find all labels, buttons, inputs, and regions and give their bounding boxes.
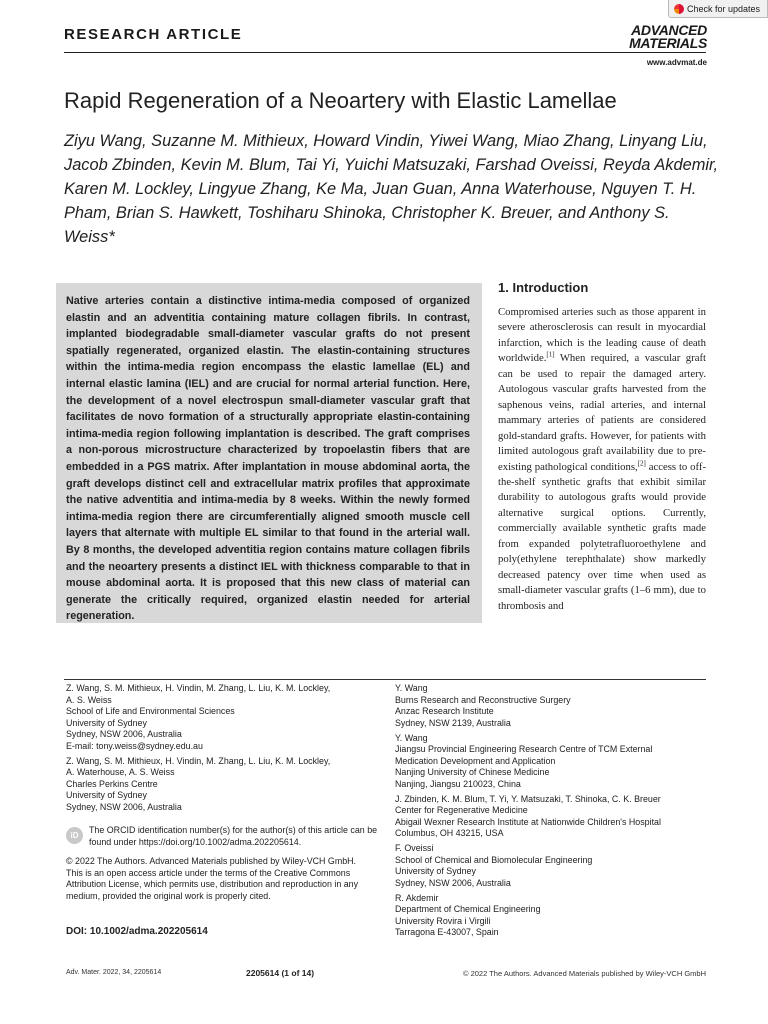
intro-text-part1: Compromised arteries such as those apparent in severe atherosclerosis can result in myocardial infarction, which is the leading cause of death worldwide. bbox=[498, 306, 706, 365]
footer-citation: Adv. Mater. 2022, 34, 2205614 bbox=[66, 969, 162, 976]
affiliation-block: F. Oveissi School of Chemical and Biomolecular Engineering University of Sydney Sydney, NSW 2006, Australia bbox=[395, 843, 593, 888]
orcid-text[interactable]: The ORCID identification number(s) for the author(s) of this article can be found under https://doi.org/10.1002/adma.202205614. bbox=[89, 825, 378, 847]
affiliation-block: Y. Wang Burns Research and Reconstructive Surgery Anzac Research Institute Sydney, NSW 2139, Australia bbox=[395, 683, 571, 728]
check-updates-button[interactable] bbox=[668, 0, 768, 18]
reference-link-1[interactable]: [1] bbox=[546, 350, 555, 359]
orcid-icon: iD bbox=[66, 827, 83, 844]
journal-logo-line2: MATERIALS bbox=[629, 35, 707, 51]
affiliation-block: J. Zbinden, K. M. Blum, T. Yi, Y. Matsuzaki, T. Shinoka, C. K. Breuer Center for Regenerative Medicine Abigail Wexner Research Institute at Nationwide Children's Hospital Columbus, OH 43215, USA bbox=[395, 793, 661, 838]
affiliation-block: R. Akdemir Department of Chemical Engineering University Rovira i Virgili Tarragona E-43007, Spain bbox=[395, 892, 541, 937]
journal-url[interactable]: www.advmat.de bbox=[646, 58, 707, 67]
check-updates-label: Check for updates bbox=[687, 3, 761, 14]
footer-copyright: © 2022 The Authors. Advanced Materials published by Wiley-VCH GmbH bbox=[462, 969, 706, 978]
article-title: Rapid Regeneration of a Neoartery with Elastic Lamellae bbox=[64, 88, 617, 113]
reference-link-2[interactable]: [2] bbox=[637, 458, 646, 467]
section-label: RESEARCH ARTICLE bbox=[64, 26, 243, 43]
abstract-text: Native arteries contain a distinctive intima-media composed of organized elastin and an adventitia containing mature collagen fibrils. In contrast, implanted biodegradable small-diameter vascular grafts do not present spatially regenerated, organized elastin. The elastin-containing structures within the intima-media region encompass the elastic lamellae (EL) and internal elastic lamina (IEL) and are crucial for normal arterial function. Here, the development of a novel electrospun small-diameter vascular graft that facilitates de novo formation of a structurally appropriate elastin-containing intima-media region following implantation is described. The graft comprises a non-porous microstructure characterized by tropoelastin fibers that are embedded in a PGS matrix. After implantation in mouse abdominal aorta, the graft develops distinct cell and extracellular matrix profiles that approximate the native adventitia and intima-media by 8 weeks. Within the newly formed intima-media region there are circumferentially aligned smooth muscle cell layers that alternate with multiple EL similar to that found in the arterial wall. By 8 months, the developed adventitia region contains mature collagen fibrils and the neoartery presents a distinct IEL with thickness comparable to that in mouse abdominal aorta. It is proposed that this new class of material can generate the critically required, organized elastin needed for arterial regeneration. bbox=[66, 295, 470, 623]
introduction-body bbox=[498, 305, 706, 614]
orcid-note bbox=[66, 825, 378, 848]
author-list: Ziyu Wang, Suzanne M. Mithieux, Howard Vindin, Yiwei Wang, Miao Zhang, Linyang Liu, Jacob Zbinden, Kevin M. Blum, Tai Yi, Yuichi Matsuzaki, Farshad Oveissi, Reyda Akdemir, Karen M. Lockley, Lingyue Zhang, Ke Ma, Juan Guan, Anna Waterhouse, Nguyen T. H. Pham, Brian S. Hawkett, Toshiharu Shinoka, Christopher K. Breuer, and Anthony S. Weiss* bbox=[64, 132, 719, 246]
introduction-heading: 1. Introduction bbox=[498, 280, 589, 295]
intro-text-part2: When required, a vascular graft can be used to repair the damaged artery. Autologous vascular grafts harvested from the saphenous veins, radial arteries, and internal mammary arteries of patients are considered gold-standard grafts. However, for patients with limited autologous graft availability due to pre-existing pathological conditions, bbox=[498, 352, 706, 473]
affiliation-block: Z. Wang, S. M. Mithieux, H. Vindin, M. Zhang, L. Liu, K. M. Lockley, A. Waterhouse, A. S. Weiss Charles Perkins Centre University of Sydney Sydney, NSW 2006, Australia bbox=[66, 755, 331, 812]
affiliations-left-column bbox=[66, 683, 378, 817]
affiliations-right-column bbox=[395, 683, 707, 942]
intro-text-part3: access to off-the-shelf synthetic grafts that exhibit similar durability to autologous grafts would provide alternative surgical options. Currently, commercially available synthetic grafts made from expanded polytetrafluoroethylene and poly(ethylene terephthalate) show markedly decreased patency over time when used as small-diameter vascular grafts (1–6 mm), due to thrombosis and bbox=[498, 460, 707, 612]
affiliation-block: Z. Wang, S. M. Mithieux, H. Vindin, M. Zhang, L. Liu, K. M. Lockley, A. S. Weiss School of Life and Environmental Sciences University of Sydney Sydney, NSW 2006, Australia E-mail: tony.weiss@sydney.edu.au bbox=[66, 683, 331, 751]
affiliations-divider bbox=[64, 679, 706, 680]
affiliation-block: Y. Wang Jiangsu Provincial Engineering Research Centre of TCM External Medication Development and Application Nanjing University of Chinese Medicine Nanjing, Jiangsu 210023, China bbox=[395, 732, 653, 789]
header-divider bbox=[64, 52, 706, 53]
license-statement: © 2022 The Authors. Advanced Materials published by Wiley-VCH GmbH. This is an open access article under the terms of the Creative Commons Attribution License, which permits use, distribution and reproduction in any medium, provided the original work is properly cited. bbox=[66, 856, 359, 901]
journal-logo-line1: ADVANCED bbox=[631, 22, 707, 38]
crossmark-icon bbox=[674, 4, 684, 14]
footer-page-number: 2205614 (1 of 14) bbox=[246, 968, 315, 978]
journal-logo bbox=[604, 24, 707, 50]
doi-link[interactable]: DOI: 10.1002/adma.202205614 bbox=[66, 926, 208, 937]
